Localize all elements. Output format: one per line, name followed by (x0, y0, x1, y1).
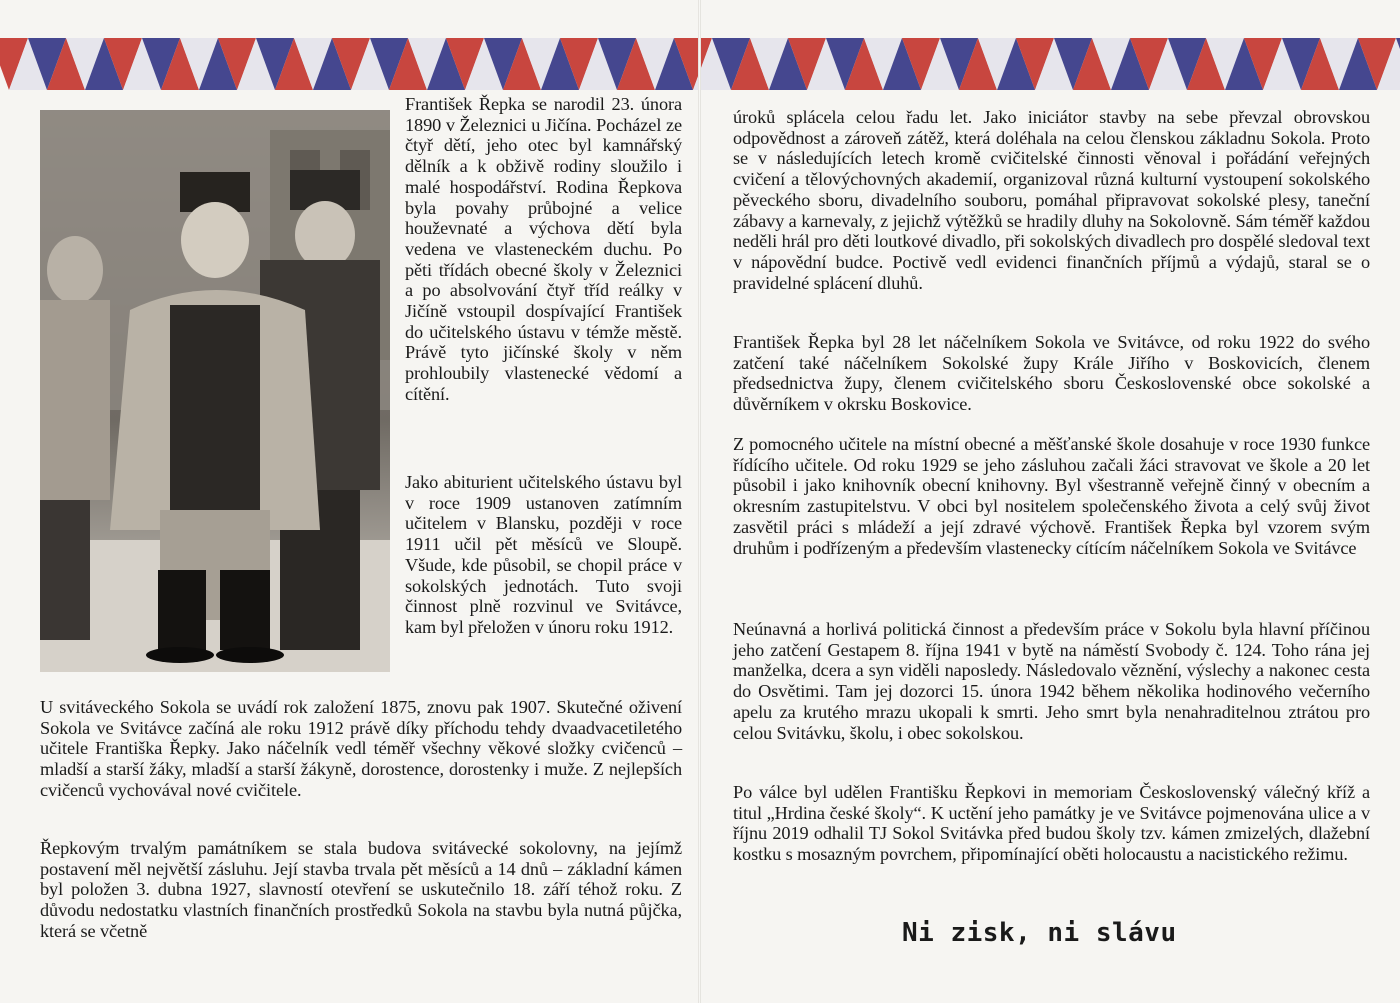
paragraph-arrest: Neúnavná a horlivá politická činnost a především práce v Sokolu byla hlavní příčinou jeho zatčení Gestapem 8. října 1941 v bytě na náměstí Svobody č. 124. Toho rána jej manželka, dcera a syn viděli naposledy. Následovalo věznění, výslechy a nakonec cesta do Osvětimi. Tam jej dozorci 15. února 1942 během několika hodinového večerního apelu za krutého mrazu ukopali k smrti. Jeho smrt byla nenahraditelnou ztrátou pro celou Svitávku, školu, i obec sokolskou. (733, 619, 1370, 743)
motto: Ni zisk, ni slávu (902, 918, 1177, 948)
photo-illustration (40, 110, 390, 672)
paragraph-memorial: Po válce byl udělen Františku Řepkovi in memoriam Československý válečný kříž a titul „Hrdina české školy“. K uctění jeho památky je ve Svitávce pojmenována ulice a v říjnu 2019 odhalil TJ Sokol Svitávka před budou školy tzv. kámen zmizelých, dlažební kostku s mosazným povrchem, připomínající oběti holocaustu a nacistického režimu. (733, 782, 1370, 865)
paragraph-school: Z pomocného učitele na místní obecné a měšťanské škole dosahuje v roce 1930 funkce řídícího učitele. Od roku 1929 se jeho zásluhou začali žáci stravovat ve škole a 20 let působil i jako knihovník obecní knihovny. Byl všestranně veřejně činný v obecním a okresním zastupitelstvu. V obci byl nositelem společenského života a celý svůj život zasvětil práci s mládeží a její zdravé výchově. František Řepka byl vzorem svým druhům i podřízeným a především vlastenecky cítícím náčelníkem Sokola ve Svitávce (733, 434, 1370, 558)
paragraph-teacher: Jako abiturient učitelského ústavu byl v roce 1909 ustanoven zatímním učitelem v Blansku, později v roce 1911 učil pět měsíců ve Sloupě. Všude, kde působil, se chopil práce v sokolských jednotách. Tuto svoji činnost plně rozvinul ve Svitávce, kam byl přeložen v únoru roku 1912. (405, 472, 682, 637)
paragraph-loan: úroků splácela celou řadu let. Jako iniciátor stavby na sebe převzal obrovskou odpovědnost a zároveň zátěž, která doléhala na celou členskou základnu Sokola. Proto se v následujících letech kromě cvičitelské činnosti věnoval i pořádání veřejných cvičení a tělovýchovných akademií, organizoval různá kulturní vystoupení sokolského pěveckého sboru, divadelního souboru, pomáhal připravovat sokolské plesy, taneční zábavy a karnevaly, z jejichž výtěžků se hradily dluhy na Sokolovně. Sám téměř každou neděli hrál pro děti loutkové divadlo, při sokolských divadlech pro dospělé sledoval text v nápovědní budce. Poctivě vedl evidenci finančních příjmů a výdajů, staral se o pravidelné splácení dluhů. (733, 107, 1370, 293)
paragraph-sokolovna: Řepkovým trvalým památníkem se stala budova svitávecké sokolovny, na jejímž postavení měl největší zásluhu. Její stavba trvala pět měsíců a 14 dnů – základní kámen byl položen 3. dubna 1927, slavností otevření se uskutečnilo 18. září téhož roku. Z důvodu nedostatku vlastních finančních prostředků Sokola na stavbu byla nutná půjčka, která se včetně (40, 838, 682, 941)
right-page (700, 0, 1400, 1003)
paragraph-sokol-founding: U svitáveckého Sokola se uvádí rok založení 1875, znovu pak 1907. Skutečné oživení Sokola ve Svitávce začíná ale roku 1912 právě díky příchodu tehdy dvaadvacetiletého učitele Františka Řepky. Jako náčelník vedl téměř všechny věkové složky cvičenců – mladší a starší žáky, mladší a starší žákyně, dorostence, dorostenky i muže. Z nejlepších cvičenců vychovával nové cvičitele. (40, 697, 682, 800)
paragraph-nacelnik: František Řepka byl 28 let náčelníkem Sokola ve Svitávce, od roku 1922 do svého zatčení také náčelníkem Sokolské župy Krále Jiřího v Boskovicích, členem předsednictva župy, členem cvičitelského sboru Československé obce sokolské a důvěrníkem v okrsku Boskovice. (733, 332, 1370, 415)
historical-photo (40, 110, 390, 672)
paragraph-birth: František Řepka se narodil 23. února 1890 v Železnici u Jičína. Pocházel ze čtyř dětí, jeho otec byl kamnářský dělník a k obživě rodiny sloužilo i malé hospodářství. Rodina Řepkova byla povahy průbojné a velice houževnaté a výchova dětí byla vedena ve vlasteneckém duchu. Po pěti třídách obecné školy v Železnici a po absolvování čtyř tříd reálky v Jičíně vstoupil dospívající František do učitelského ústavu v témže městě. Právě tyto jičínské školy v něm prohloubily vlastenecké vědomí a cítění. (405, 94, 682, 404)
